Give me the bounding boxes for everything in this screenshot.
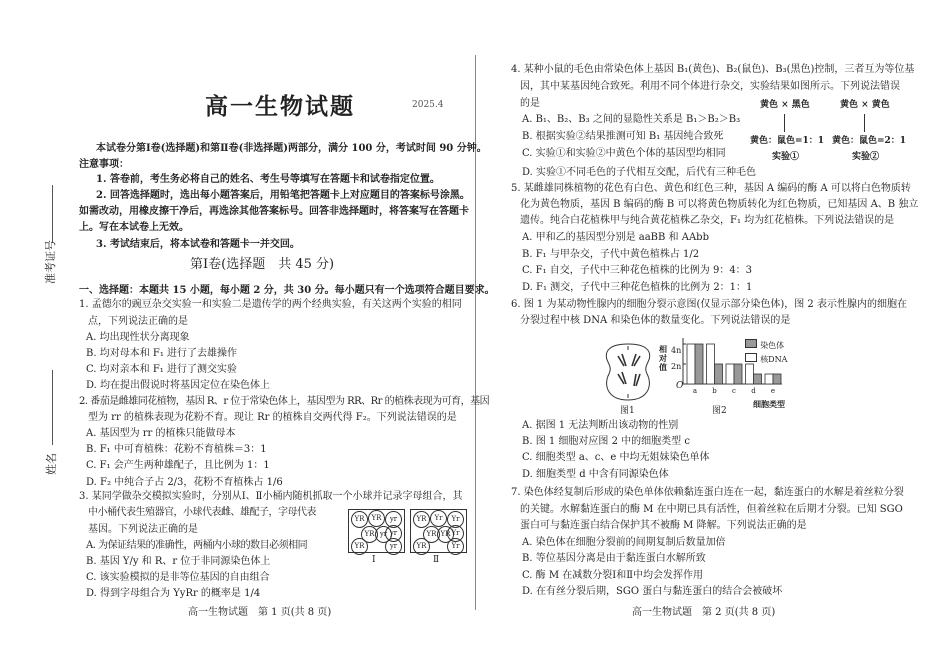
q6-stem: 6. 图 1 为某动物性腺内的细胞分裂示意图(仅显示部分染色体)，图 2 表示性腺内的细胞在 bbox=[511, 299, 907, 310]
bar-d-dna bbox=[746, 364, 754, 384]
page-2-footer: 高一生物试题 第 2 页(共 8 页) bbox=[632, 607, 776, 618]
bar-c-chromosome bbox=[734, 364, 742, 384]
q4-stem: 4. 某种小鼠的毛色由常染色体上基因 B₁(黄色)、B₂(鼠色)、B₃(黑色)控制，三者互为等位基 bbox=[511, 64, 915, 75]
q3-stem: 3. 某同学做杂交模拟实验时，分别从Ⅰ、Ⅱ小桶内随机抓取一个小球并记录字母组合，其 bbox=[79, 491, 463, 502]
gamete-ball: yr bbox=[375, 526, 392, 543]
exp2-result: 黄色：鼠色=2：1 bbox=[832, 136, 907, 146]
q5-stem-cont2: 遗传。纯合白花植株甲与纯合黄花植株乙杂交，F₁ 均为红花植株。下列说法错误的是 bbox=[520, 215, 895, 226]
bar-b-chromosome bbox=[715, 364, 723, 384]
q5-stem: 5. 某雌雄同株植物的花色有白色、黄色和红色三种，基因 A 编码的酶 A 可以将白色物质转 bbox=[511, 183, 911, 194]
exp1-arrow bbox=[784, 114, 785, 132]
q2-option-b: B. F₁ 中可育植株：花粉不育植株＝3：1 bbox=[86, 444, 267, 455]
q7-stem-cont: 的关键。水解黏连蛋白的酶 M 在中期已具有活性，但着丝粒在后期才分裂。已知 SGO bbox=[520, 504, 903, 515]
note-2: 2. 回答选择题时，选出每小题答案后，用铅笔把答题卡上对应题目的答案标号涂黑。 bbox=[96, 190, 470, 201]
page-1-footer: 高一生物试题 第 1 页(共 8 页) bbox=[188, 607, 332, 618]
q1-option-d: D. 均在提出假说时将基因定位在染色体上 bbox=[86, 380, 271, 391]
gamete-ball: YR bbox=[368, 510, 385, 527]
q4-option-b: B. 根据实验②结果推测可知 B₁ 基因纯合致死 bbox=[522, 131, 724, 142]
q5-option-b: B. F₁ 与甲杂交，子代中黄色植株占 1/2 bbox=[522, 249, 700, 260]
q6-option-c: C. 细胞类型 a、c、e 中均无姐妹染色单体 bbox=[522, 452, 710, 463]
bucket-1-label: Ⅰ bbox=[372, 555, 376, 565]
q4-stem-cont2: 的是 bbox=[520, 98, 540, 109]
gamete-ball: Yr bbox=[447, 511, 464, 528]
x-tick-d: d bbox=[751, 387, 756, 395]
q7-option-c: C. 酶 M 在减数分裂Ⅰ和Ⅱ中均会发挥作用 bbox=[522, 570, 703, 581]
name-line bbox=[52, 370, 53, 445]
bar-c-dna bbox=[726, 364, 734, 384]
q7-option-d: D. 在有丝分裂后期，SGO 蛋白与黏连蛋白的结合会被破坏 bbox=[522, 586, 783, 597]
section-title: 第Ⅰ卷(选择题 共 45 分) bbox=[190, 257, 335, 272]
q4-option-d: D. 实验①不同毛色的子代相互交配，后代有三种毛色 bbox=[522, 167, 757, 178]
ytick-2n: 2n bbox=[671, 362, 682, 371]
legend-chromosome bbox=[745, 339, 784, 352]
q2-stem-cont: 型为 rr 的植株表现为花粉不育。现让 Rr 的植株自交两代得 F₂。下列说法错误的是 bbox=[88, 412, 457, 423]
gamete-ball: YR bbox=[413, 538, 430, 555]
page-divider bbox=[475, 55, 476, 610]
chart-origin: O bbox=[676, 381, 684, 391]
bucket-2 bbox=[410, 509, 467, 553]
q2-stem: 2. 番茄是雌雄同花植物，基因 R、r 位于常染色体上，基因型为 RR、Rr 的植株表现为可育，基因 bbox=[79, 396, 490, 407]
q7-option-b: B. 等位基因分离是由于黏连蛋白水解所致 bbox=[522, 553, 706, 564]
page-title: 高一生物试题 bbox=[205, 93, 355, 120]
q6-option-a: A. 据图 1 无法判断出该动物的性别 bbox=[522, 420, 679, 431]
q3-option-b: B. 基因 Y/y 和 R、r 位于非同源染色体上 bbox=[86, 556, 271, 567]
intro-text: 本试卷分第Ⅰ卷(选择题)和第Ⅱ卷(非选择题)两部分，满分 100 分，考试时间 90 分钟。 bbox=[96, 143, 487, 154]
name-label: 姓名 bbox=[45, 453, 58, 475]
gamete-ball: YR bbox=[413, 511, 430, 528]
q4-stem-cont: 因，其中某基因纯合致死。利用不同个体进行杂交，实验结果如图所示。下列说法错误 bbox=[520, 81, 900, 92]
legend-label-chromosome: 染色体 bbox=[760, 341, 785, 350]
q3-stem-cont2: 基因。下列说法正确的是 bbox=[88, 524, 198, 535]
bar-e-dna bbox=[765, 374, 773, 384]
bar-a-chromosome bbox=[695, 344, 703, 384]
fig1-caption: 图1 bbox=[620, 406, 635, 416]
bar-e-chromosome bbox=[773, 374, 781, 384]
gamete-ball: YR bbox=[351, 538, 368, 555]
legend-swatch-gray bbox=[745, 339, 757, 348]
q7-stem-cont2: 蛋白可与黏连蛋白结合保护其不被酶 M 降解。下列说法正确的是 bbox=[520, 520, 807, 531]
exam-no-line bbox=[52, 185, 53, 243]
gamete-ball: Yr bbox=[430, 510, 447, 527]
exp2-cross: 黄色 × 黄色 bbox=[840, 100, 890, 110]
q1-stem-cont: 点，下列说法正确的是 bbox=[88, 316, 188, 327]
x-tick-b: b bbox=[712, 387, 717, 395]
q3-option-d: D. 得到字母组合为 YyRr 的概率是 1/4 bbox=[86, 588, 261, 599]
q1-option-a: A. 均出现性状分离现象 bbox=[86, 332, 190, 343]
q3-stem-cont: 中小桶代表生殖器官，小球代表雌、雄配子，字母代表 bbox=[88, 507, 316, 518]
gamete-ball: YR bbox=[437, 526, 454, 543]
q5-option-d: D. F₁ 测交，子代中三种花色植株的比例为 2：1：1 bbox=[522, 282, 753, 293]
gamete-ball: YR bbox=[351, 511, 368, 528]
ytick-4n: 4n bbox=[671, 346, 682, 355]
q4-option-c: C. 实验①和实验②中黄色个体的基因型均相同 bbox=[522, 148, 726, 159]
exp2-arrow bbox=[864, 114, 865, 132]
q6-option-d: D. 细胞类型 d 中含有同源染色体 bbox=[522, 469, 669, 480]
exam-date: 2025.4 bbox=[412, 100, 444, 110]
gamete-ball: YR bbox=[423, 526, 440, 543]
bar-d-chromosome bbox=[754, 374, 762, 384]
note-3: 3. 考试结束后，将本试卷和答题卡一并交回。 bbox=[96, 239, 300, 250]
q5-option-a: A. 甲和乙的基因型分别是 aaBB 和 AAbb bbox=[522, 232, 709, 243]
cell-division-figure bbox=[602, 340, 654, 404]
bucket-2-label: Ⅱ bbox=[433, 555, 440, 565]
q3-option-c: C. 该实验模拟的是非等位基因的自由组合 bbox=[86, 572, 270, 583]
gamete-ball: yr bbox=[385, 511, 402, 528]
note-2-cont: 如需改动，用橡皮擦干净后，再选涂其他答案标号。回答非选择题时，将答案写在答题卡 bbox=[79, 206, 469, 217]
exp1-cross: 黄色 × 黑色 bbox=[760, 100, 810, 110]
legend-dna bbox=[745, 353, 787, 366]
x-tick-a: a bbox=[692, 387, 698, 395]
q6-stem-cont: 分裂过程中核 DNA 和染色体的数量变化。下列说法错误的是 bbox=[520, 315, 791, 326]
note-2-cont2: 上。写在本试卷上无效。 bbox=[79, 222, 189, 233]
q3-option-a: A. 为保证结果的准确性，两桶内小球的数目必须相同 bbox=[86, 540, 308, 551]
gamete-ball: YR bbox=[361, 526, 378, 543]
chart-ylabel: 相对值 bbox=[659, 344, 667, 372]
exam-no-label: 准考证号 bbox=[44, 240, 57, 284]
q1-stem: 1. 孟德尔的豌豆杂交实验一和实验二是遗传学的两个经典实验，有关这两个实验的相同 bbox=[79, 299, 462, 310]
q7-option-a: A. 染色体在细胞分裂前的间期复制后数量加倍 bbox=[522, 537, 726, 548]
legend-label-dna: 核DNA bbox=[760, 355, 788, 364]
x-tick-e: e bbox=[770, 387, 776, 395]
q4-option-a: A. B₁、B₂、B₃ 之间的显隐性关系是 B₁＞B₂＞B₃ bbox=[522, 114, 741, 125]
chart-xlabel: 细胞类型 bbox=[753, 399, 785, 409]
exp2-label: 实验② bbox=[852, 152, 880, 162]
note-1: 1. 答卷前，考生务必将自己的姓名、考生号等填写在答题卡和试卷指定位置。 bbox=[96, 174, 440, 185]
exp1-result: 黄色：鼠色=1：1 bbox=[750, 136, 825, 146]
bar-b-dna bbox=[707, 344, 715, 384]
section-header: 一、选择题：本题共 15 小题，每小题 2 分，共 30 分。每小题只有一个选项符合题目要求。 bbox=[79, 285, 495, 296]
q2-option-d: D. F₂ 中纯合子占 2/3，花粉不育植株占 1/6 bbox=[86, 477, 283, 488]
q5-stem-cont: 化为黄色物质，基因 B 编码的酶 B 可以将黄色物质转化为红色物质，已知基因 A、B 独立 bbox=[520, 199, 919, 210]
q5-option-c: C. F₁ 自交，子代中三种花色植株的比例为 9：4：3 bbox=[522, 265, 753, 276]
gamete-ball: Yr bbox=[447, 525, 464, 542]
gamete-ball: Yr bbox=[447, 538, 464, 555]
legend-swatch-white bbox=[745, 353, 757, 362]
q7-stem: 7. 染色体经复制后形成的染色单体依赖黏连蛋白连在一起，黏连蛋白的水解是着丝粒分裂 bbox=[511, 487, 904, 498]
q6-option-b: B. 图 1 细胞对应图 2 中的细胞类型 c bbox=[522, 436, 690, 447]
q1-option-c: C. 均对亲本和 F₁ 进行了测交实验 bbox=[86, 364, 237, 375]
q2-option-a: A. 基因型为 rr 的植株只能做母本 bbox=[86, 428, 236, 439]
bar-a-dna bbox=[687, 344, 695, 384]
q2-option-c: C. F₁ 会产生两种雄配子，且比例为 1：1 bbox=[86, 460, 270, 471]
exp1-label: 实验① bbox=[772, 152, 800, 162]
gamete-ball: yr bbox=[385, 538, 402, 555]
fig2-caption: 图2 bbox=[712, 406, 727, 416]
notes-heading: 注意事项： bbox=[79, 159, 129, 170]
gamete-ball: yr bbox=[385, 525, 402, 542]
bucket-1 bbox=[348, 509, 405, 553]
x-tick-c: c bbox=[732, 387, 736, 395]
q1-option-b: B. 均对母本和 F₁ 进行了去雄操作 bbox=[86, 348, 238, 359]
